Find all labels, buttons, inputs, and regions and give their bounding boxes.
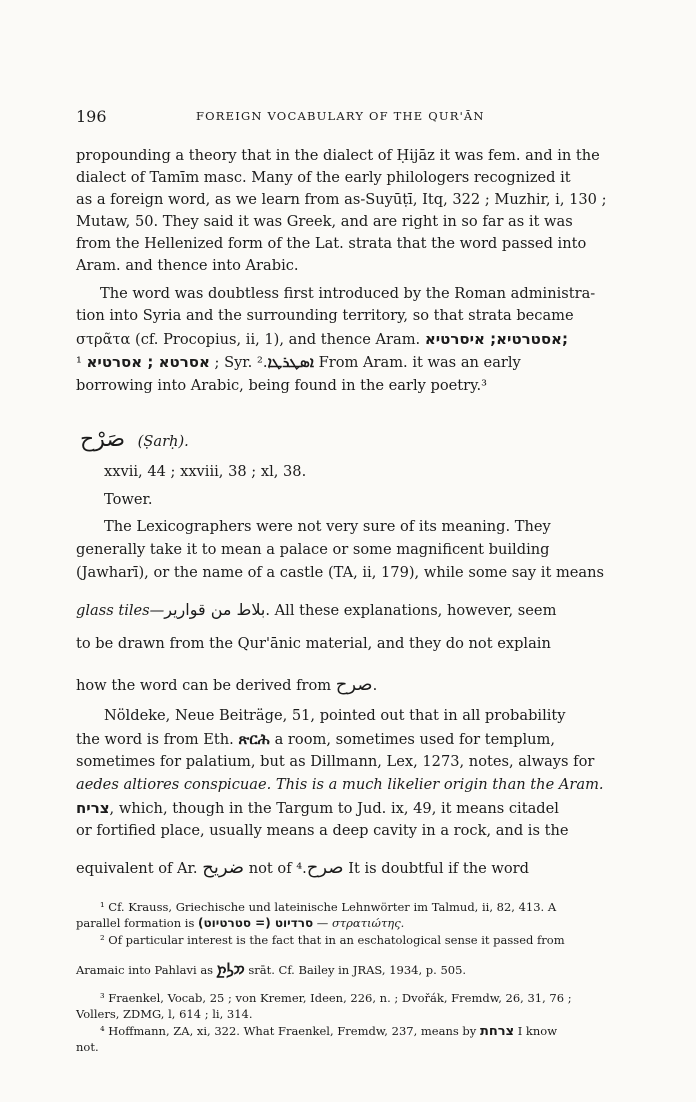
footnote-line: ¹ Cf. Krauss, Griechische und lateinische Lehnwörter im Talmud, ii, 82, 413. A <box>100 900 557 914</box>
greek-phrase: στρᾶτα (cf. Procopius, ii, 1), and thence Aram. <box>76 331 421 348</box>
text-line: from the Hellenized form of the Lat. strata that the word passed into <box>76 235 587 252</box>
arabic-word: ضريح <box>202 857 245 878</box>
text-line: (Jawharī), or the name of a castle (TA, ii, 179), while some say it means <box>76 564 605 581</box>
text-line: tion into Syria and the surrounding territory, so that strata became <box>76 307 574 324</box>
text-span: glass tiles— <box>76 602 165 619</box>
footnote-line: ³ Fraenkel, Vocab, 25 ; von Kremer, Ideen, 226, n. ; Dvořák, Fremdw, 26, 31, 76 ; <box>100 991 572 1005</box>
page-number: 196 <box>76 107 107 126</box>
text-line: to be drawn from the Qur'ānic material, and they do not explain <box>76 635 551 652</box>
footnote-line: not. <box>76 1040 99 1054</box>
footnote-line <box>76 916 404 931</box>
text-line: Mutaw, 50. They said it was Greek, and are right in so far as it was <box>76 213 573 230</box>
text-line <box>76 798 559 819</box>
text-line: sometimes for palatium, but as Dillmann, Lex, 1273, notes, always for <box>76 753 595 770</box>
text-span: ⁴ Hoffmann, ZA, xi, 322. What Fraenkel, Fremdw, 237, means by <box>100 1024 480 1038</box>
text-line <box>76 729 555 750</box>
text-span: Aramaic into Pahlavi as <box>76 963 217 977</box>
text-span: .⁴ It is doubtful if the word <box>296 860 529 877</box>
text-line: generally take it to mean a palace or some magnificent building <box>76 541 550 558</box>
running-title: FOREIGN VOCABULARY OF THE QUR'ĀN <box>196 109 485 123</box>
footnote-ref: ¹ ; Syr. <box>76 354 257 371</box>
text-line: dialect of Tamīm masc. Many of the early philologers recognized it <box>76 169 571 186</box>
text-line: as a foreign word, as we learn from as-Suyūṭī, Itq, 322 ; Muzhir, i, 130 ; <box>76 191 607 208</box>
text-line: Nöldeke, Neue Beiträge, 51, pointed out that in all probability <box>104 707 566 724</box>
footnote-line <box>76 962 466 978</box>
footnote-line <box>100 1024 557 1039</box>
syriac-form: ܐܣܛܪܛܐ <box>267 353 314 371</box>
text-line <box>76 600 556 621</box>
pahlavi-word: 𐭮𐭫𐭲 <box>216 960 245 978</box>
text-line: The word was doubtless first introduced by the Roman administra- <box>100 285 596 302</box>
text-span: the word is from Eth. <box>76 731 239 748</box>
entry-heading <box>80 427 189 452</box>
text-span: . <box>372 677 378 694</box>
footnote-line: Vollers, ZDMG, l, 614 ; li, 314. <box>76 1007 253 1021</box>
text-line: borrowing into Arabic, being found in the early poetry.³ <box>76 377 487 394</box>
arabic-word: صرح <box>306 857 344 878</box>
text-line <box>76 329 568 350</box>
text-span: , which, though in the Targum to Jud. ix, 49, it means citadel <box>109 800 559 817</box>
text-span: not of <box>244 860 297 877</box>
text-line <box>76 858 529 879</box>
hebrew-form: אסרטא ; <box>142 353 210 371</box>
text-line: aedes altiores conspicuae. This is a much likelier origin than the Aram. <box>76 776 604 793</box>
arabic-word: صرح <box>335 674 373 695</box>
text-line: The Lexicographers were not very sure of its meaning. They <box>104 518 551 535</box>
hebrew-word: צרחת <box>479 1024 515 1039</box>
text-line <box>76 352 521 373</box>
hebrew-form: אסרטיא <box>86 353 143 371</box>
text-span: . All these explanations, however, seem <box>265 602 557 619</box>
entry-translit: (Ṣarḥ). <box>137 433 189 450</box>
text-line: or fortified place, usually means a deep cavity in a rock, and is the <box>76 822 569 839</box>
text-line: Aram. and thence into Arabic. <box>76 257 299 274</box>
text-span: equivalent of Ar. <box>76 860 203 877</box>
text-span: .² From Aram. it was an early <box>256 354 521 371</box>
text-span: parallel formation is <box>76 916 199 930</box>
entry-gloss: Tower. <box>104 491 153 508</box>
text-span: srāt. Cf. Bailey in JRAS, 1934, p. 505. <box>244 963 467 977</box>
hebrew-word: צריח <box>76 799 110 817</box>
text-span: how the word can be derived from <box>76 677 336 694</box>
greek-word: — στρατιώτης. <box>313 916 405 930</box>
text-span: a room, sometimes used for templum, <box>269 731 556 748</box>
hebrew-forms: אסטרטיא; איסרטיא; <box>424 330 568 348</box>
footnote-line: ² Of particular interest is the fact that in an eschatological sense it passed from <box>100 933 565 947</box>
text-line: propounding a theory that in the dialect of Ḥijāz it was fem. and in the <box>76 147 600 164</box>
hebrew-word: סרדיוט (= סטרטיוט) <box>198 916 314 930</box>
text-span: I know <box>514 1024 558 1038</box>
ethiopic-word: ጽርሕ <box>238 730 270 748</box>
running-header <box>76 107 485 126</box>
arabic-phrase: بلاط من قوارير <box>164 600 266 619</box>
entry-arabic: صَرْح <box>80 427 126 452</box>
text-line <box>76 675 377 696</box>
entry-refs: xxvii, 44 ; xxviii, 38 ; xl, 38. <box>104 463 307 480</box>
